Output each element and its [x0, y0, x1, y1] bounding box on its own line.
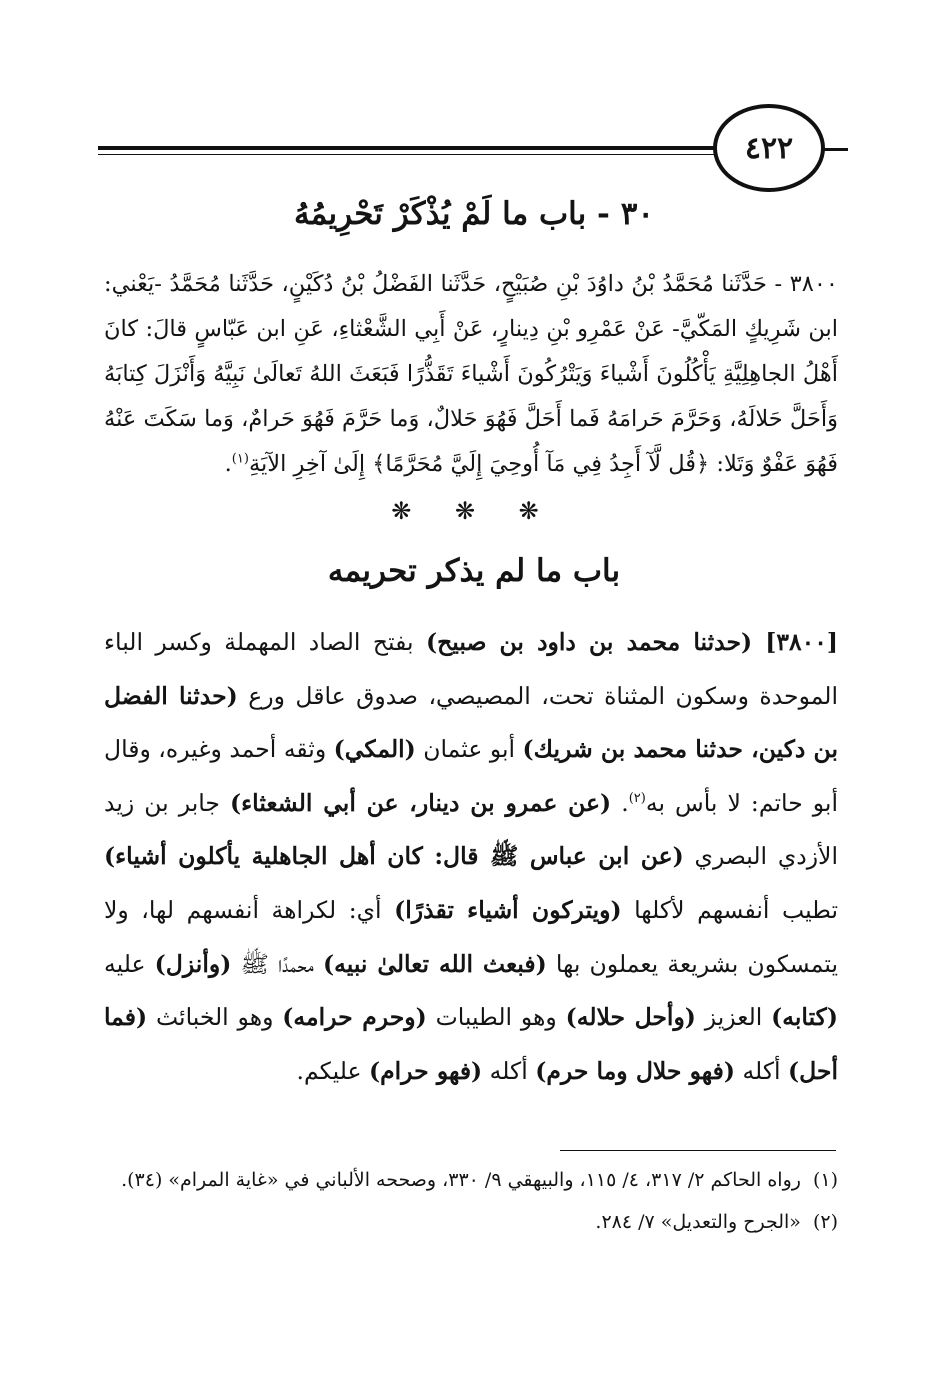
commentary-gloss: عليه — [104, 949, 155, 978]
header-rule-thin — [98, 154, 818, 155]
commentary-quote: (فما أحل) — [104, 1003, 838, 1085]
commentary-quote: (فبعث الله تعالىٰ نبيه) — [323, 949, 547, 978]
commentary-gloss: العزيز — [695, 1003, 772, 1032]
commentary-gloss: وهو الطيبات — [426, 1003, 566, 1032]
footnote-text: «الجرح والتعديل» ٧/ ٢٨٤. — [595, 1211, 801, 1233]
commentary-quote: [٣٨٠٠] (حدثنا محمد بن داود بن صبيح) — [425, 628, 839, 656]
hadith-end: . — [224, 451, 232, 477]
footnote-number: (٢) — [812, 1211, 838, 1233]
commentary-gloss: أكله — [482, 1056, 536, 1085]
commentary-gloss: . — [611, 788, 629, 817]
commentary-quote: (المكي) — [333, 735, 416, 764]
footnote-text: رواه الحاكم ٢/ ٣١٧، ٤/ ١١٥، والبيهقي ٩/ ٣٣٠، وصححه الألباني في «غاية المرام» (٣٤). — [121, 1169, 801, 1191]
commentary-quote: (وحرم حرامه) — [282, 1003, 427, 1032]
footnote-rule — [560, 1150, 836, 1151]
commentary-quote: (عن ابن عباس ﷺ قال: كان أهل الجاهلية يأكلون أشياء) — [104, 842, 684, 871]
commentary-gloss: جابر بن زيد الأزدي البصري — [104, 788, 838, 871]
commentary-text — [104, 616, 838, 1098]
separator-stars: ❋ ❋ ❋ — [391, 497, 557, 525]
footnote-2 — [104, 1204, 838, 1240]
commentary-gloss: أي: لكراهة أنفسهم لها، ولا يتمسكون بشريعة يعملون بها — [104, 895, 838, 978]
header-rule — [98, 146, 818, 150]
commentary-gloss: محمدًا ﷺ — [231, 949, 324, 978]
chapter-title: ٣٠ - باب ما لَمْ يُذْكَرْ تَحْرِيمُهُ — [294, 196, 654, 232]
commentary-quote: (كتابه) — [771, 1003, 838, 1032]
commentary-gloss: بفتح الصاد المهملة وكسر الباء الموحدة وسكون المثناة تحت، المصيصي، صدوق عاقل ورع — [104, 628, 838, 710]
commentary-gloss: وهو الخبائث — [147, 1003, 283, 1032]
footnote-ref-1: (١) — [231, 451, 249, 467]
commentary-quote: (ويتركون أشياء تقذرًا) — [394, 895, 622, 924]
hadith-body: ٣٨٠٠ - حَدَّثَنا مُحَمَّدُ بْنُ داوُدَ بْنِ صُبَيْحٍ، حَدَّثَنا الفَضْلُ بْنُ دُكَيْنٍ، حَدَّثَنا مُحَمَّدُ -يَعْني: ابن شَرِيكٍ المَكّيَّ- عَنْ عَمْرِو بْنِ دِينارٍ، عَنْ أَبِي الشَّعْثاءِ، عَنِ ابن عَبّاسٍ قالَ: كانَ أَهْلُ الجاهِلِيَّةِ يَأْكُلُونَ أَشْياءَ وَيَتْرُكُونَ أَشْياءَ تَقَذُّرًا فَبَعَثَ اللهُ تَعالَىٰ نَبِيَّهُ وَأَنْزَلَ كِتابَهُ وَأَحَلَّ حَلالَهُ، وَحَرَّمَ حَرامَهُ فَما أَحَلَّ فَهُوَ حَلالٌ، وَما حَرَّمَ فَهُوَ حَرامٌ، وَما سَكَتَ عَنْهُ فَهُوَ عَفْوٌ وَتَلا: ﴿قُل لَّآ أَجِدُ فِي مَآ أُوحِيَ إِلَيَّ مُحَرَّمًا﴾ إِلَىٰ آخِرِ الآيَةِ — [104, 271, 838, 477]
commentary-gloss: أبو عثمان — [415, 735, 523, 764]
commentary-quote: (فهو حلال وما حرم) — [535, 1056, 735, 1085]
commentary-gloss: عليكم. — [296, 1056, 369, 1085]
commentary-gloss: وثقه أحمد وغيره، وقال أبو حاتم: لا بأس به — [104, 735, 838, 817]
commentary-quote: (وأنزل) — [154, 949, 232, 978]
hadith-text — [104, 262, 838, 487]
section-title: باب ما لم يذكر تحريمه — [327, 553, 621, 589]
commentary-quote: (فهو حرام) — [368, 1056, 483, 1085]
footnotes — [104, 1162, 838, 1246]
commentary-gloss: أكله — [734, 1056, 789, 1085]
commentary-quote: (وأحل حلاله) — [565, 1003, 696, 1032]
footnote-1 — [104, 1162, 838, 1198]
commentary-quote: (عن عمرو بن دينار، عن أبي الشعثاء) — [230, 788, 612, 817]
footnote-number: (١) — [812, 1169, 838, 1191]
footnote-ref-2: (٢) — [628, 790, 646, 806]
commentary-gloss: تطيب أنفسهم لأكلها — [621, 895, 838, 924]
commentary-quote: (حدثنا الفضل بن دكين، حدثنا محمد بن شريك) — [104, 681, 838, 764]
page-number: ٤٢٢ — [713, 104, 825, 192]
